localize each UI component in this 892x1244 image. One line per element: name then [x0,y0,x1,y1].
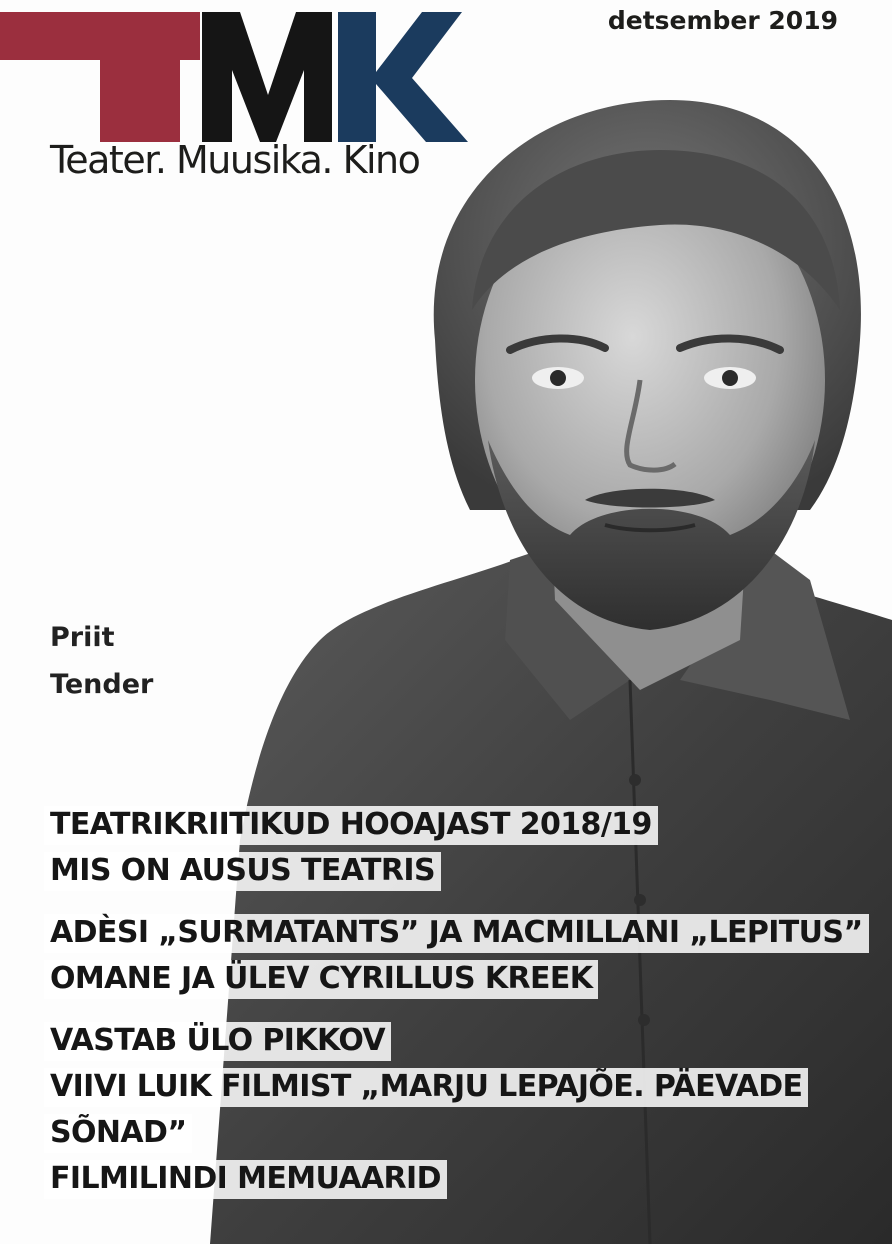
masthead-logo [0,0,470,185]
cover-person-last-name: Tender [50,669,154,700]
cover-person-name [50,614,153,708]
headline-line: FILMILINDI MEMUAARID [44,1156,892,1202]
headline-group-film [44,1018,892,1202]
cover-headlines [44,802,892,1218]
headline-line: VASTAB ÜLO PIKKOV [44,1018,892,1064]
headline-group-theatre [44,802,892,894]
headline-line: OMANE JA ÜLEV CYRILLUS KREEK [44,956,892,1002]
cover-person-first-name: Priit [50,622,115,653]
headline-line: MIS ON AUSUS TEATRIS [44,848,892,894]
headline-line: VIIVI LUIK FILMIST „MARJU LEPAJÕE. PÄEVADE SÕNAD” [44,1064,834,1156]
headline-line: ADÈSI „SURMATANTS” JA MACMILLANI „LEPITUS” [44,910,892,956]
headline-group-music [44,910,892,1002]
masthead-tagline: Teater. Muusika. Kino [50,138,420,182]
tmk-logo-mark [0,0,470,142]
headline-line: TEATRIKRIITIKUD HOOAJAST 2018/19 [44,802,892,848]
issue-date: detsember 2019 [607,6,838,35]
